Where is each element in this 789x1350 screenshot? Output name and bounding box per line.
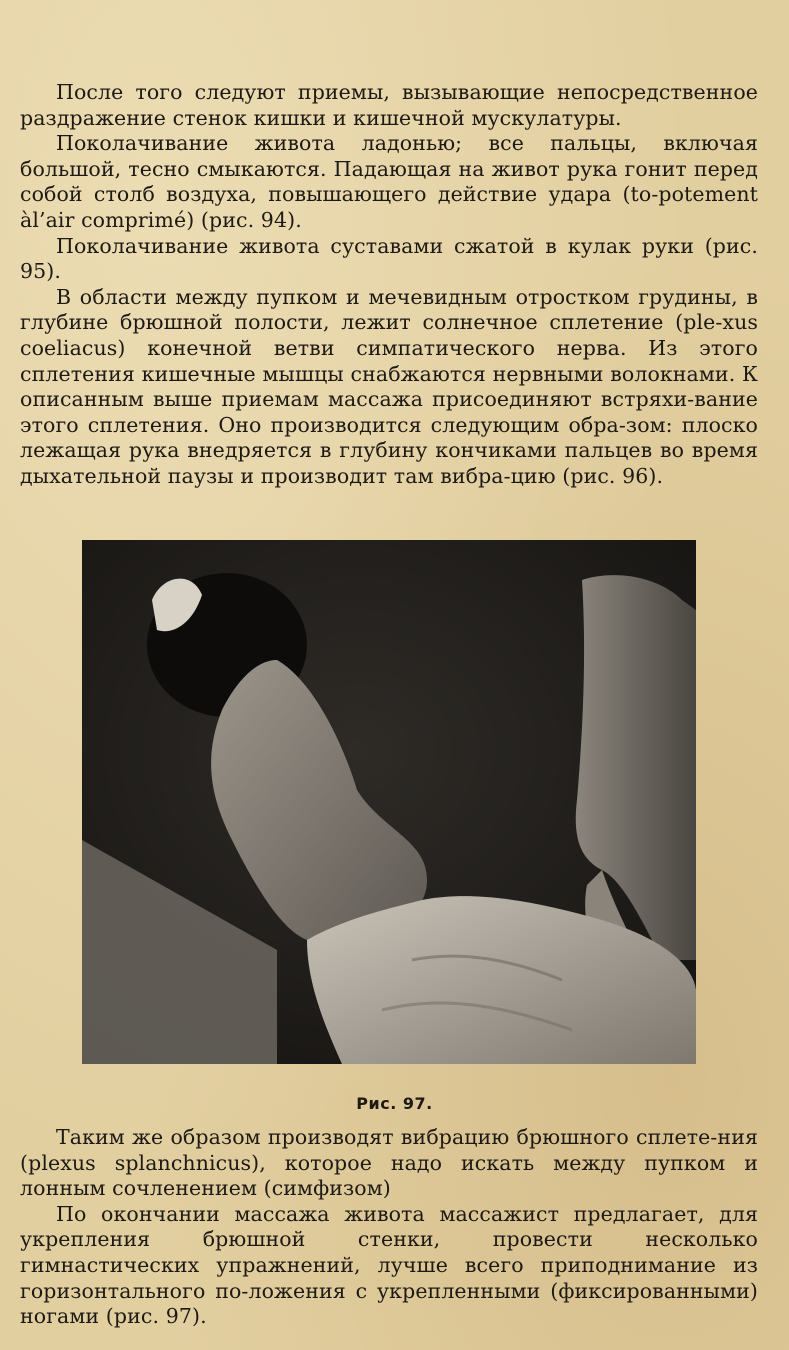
paragraph: Поколачивание живота ладонью; все пальцы, включая большой, тесно смыкаются. Падающая на живот рука гонит перед собой столб воздуха, повышающего действие удара (tо-potement àl’air comprimé) (рис. 94). <box>20 131 758 232</box>
paragraph: В области между пупком и мечевидным отростком грудины, в глубине брюшной полости, лежит солнечное сплетение (plе-xus coeliacus) конечной ветви симпатического нерва. Из этого сплетения кишечные мышцы снабжаются нервными волокнами. К описанным выше приемам массажа присоединяют встряхи-вание этого сплетения. Оно производится следующим обра-зом: плоско лежащая рука внедряется в глубину кончиками пальцев во время дыхательной паузы и производит там вибра-цию (рис. 96). <box>20 284 758 488</box>
massage-photo-illustration <box>82 540 696 1064</box>
paragraph: После того следуют приемы, вызывающие непосредственное раздражение стенок кишки и кишечной мускулатуры. <box>20 80 758 130</box>
paragraph: По окончании массажа живота массажист предлагает, для укрепления брюшной стенки, провести несколько гимнастических упражнений, лучше всего приподнимание из горизонтального по-ложения с укрепленными (фиксированными) ногами (рис. 97). <box>20 1201 758 1329</box>
paragraph: Поколачивание живота суставами сжатой в кулак руки (рис. 95). <box>20 233 758 284</box>
figure-photo <box>82 540 696 1064</box>
paragraph: Таким же образом производят вибрацию брюшного сплете-ния (plexus splanchnicus), которое надо искать между пупком и лонным сочленением (симфизом) <box>20 1125 758 1201</box>
figure-caption: Рис. 97. <box>356 1094 433 1113</box>
top-text-block <box>20 80 758 490</box>
bottom-text-block <box>20 1125 758 1330</box>
